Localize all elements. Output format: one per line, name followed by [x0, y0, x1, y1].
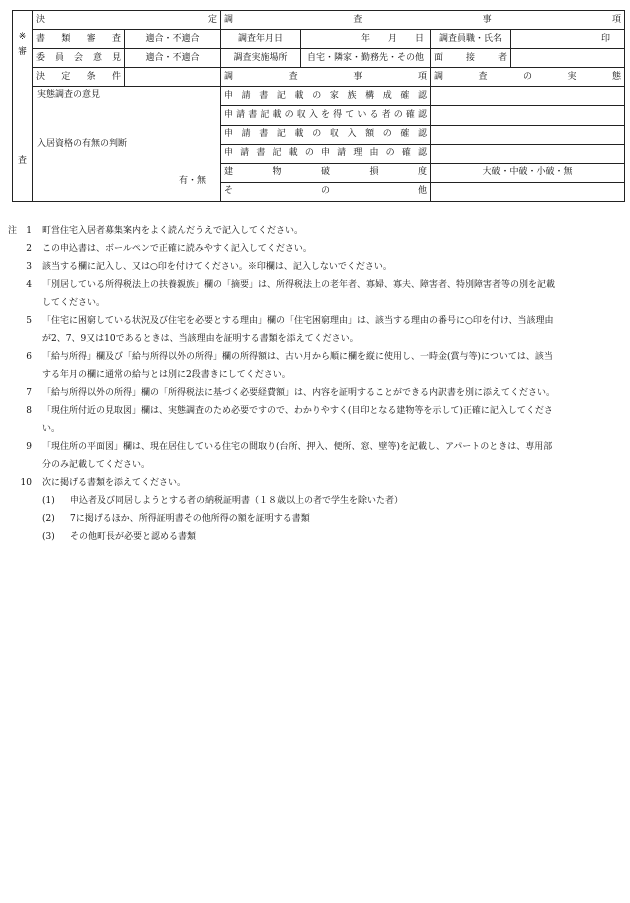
note-number: 1: [26, 226, 32, 236]
attachment-text: 申込者及び同居しようとする者の納税証明書（１８歳以上の者で学生を除いた者）: [70, 496, 404, 506]
note-item: [8, 222, 620, 240]
interviewee-label: 面 接 者: [431, 49, 511, 68]
qualification-yes-no[interactable]: 有・無: [179, 176, 207, 186]
note-line: 町営住宅入居者募集案内をよく読んだうえで記入してください。: [42, 226, 304, 236]
year-label: 年: [360, 33, 370, 44]
seal-label: 印: [601, 33, 611, 44]
actual-status-header: 調 査 の 実 態: [431, 68, 625, 87]
attachment-item: [8, 510, 620, 528]
note-item: [8, 474, 620, 492]
note-item: [8, 384, 620, 402]
attachment-item: [8, 492, 620, 510]
note-number: 3: [26, 262, 32, 272]
office-use-mark: ※: [18, 32, 27, 42]
investigator-label: 調査員職・氏名: [431, 30, 511, 49]
item-income-amount: 申請書記載の収入額の確認: [221, 125, 431, 144]
investigation-date-label: 調査年月日: [221, 30, 301, 49]
note-item: [8, 402, 620, 438]
day-label: 日: [415, 33, 425, 44]
judgement-area[interactable]: [33, 87, 221, 202]
item-family-composition: 申請書記載の家族構成確認: [221, 87, 431, 106]
document-review-label: 書類審査: [33, 30, 125, 49]
note-number: 6: [26, 352, 32, 362]
note-line: 該当する欄に記入し、又は○印を付けてください。※印欄は、記入しないでください。: [42, 262, 392, 272]
committee-opinion-value[interactable]: 適合・不適合: [125, 49, 221, 68]
status-building-damage[interactable]: 大破・中破・小破・無: [431, 163, 625, 182]
note-item: [8, 258, 620, 276]
interviewee-field[interactable]: [511, 49, 625, 68]
notes-prefix: 注: [8, 226, 18, 236]
note-number: 8: [26, 406, 32, 416]
item-other: その他: [221, 182, 431, 201]
note-line: してください。: [42, 298, 106, 308]
status-family-composition[interactable]: [431, 87, 625, 106]
investigator-seal-field[interactable]: [511, 30, 625, 49]
note-number: 9: [26, 442, 32, 452]
attachment-number: (1): [42, 496, 55, 506]
check-items-header: 調 査 事 項: [221, 68, 431, 87]
note-line: 次に掲げる書類を添えてください。: [42, 478, 187, 488]
field-survey-opinion-label: 実態調査の意見: [37, 90, 101, 101]
investigation-place-value[interactable]: 自宅・隣家・勤務先・その他: [301, 49, 431, 68]
note-item: [8, 312, 620, 348]
note-number: 4: [26, 280, 32, 290]
note-item: [8, 276, 620, 312]
investigation-date-field[interactable]: [301, 30, 431, 49]
note-line: する年月の欄に通常の給与とは別に2段書きにしてください。: [42, 370, 291, 380]
note-number: 2: [26, 244, 32, 254]
note-item: [8, 438, 620, 474]
investigation-place-label: 調査実施場所: [221, 49, 301, 68]
decision-conditions-label: 決定条件: [33, 68, 125, 87]
note-line: 分のみ記載してください。: [42, 460, 151, 470]
note-line: 「現住所の平面図」欄は、現在居住している住宅の間取り(台所、押入、便所、窓、壁等)を記載し、アパートのときは、専用部: [42, 442, 553, 452]
qualification-judgement-label: 入居資格の有無の判断: [37, 139, 128, 150]
status-other[interactable]: [431, 182, 625, 201]
note-item: [8, 240, 620, 258]
side-label-shin: 審: [17, 47, 27, 57]
note-line: 「給与所得」欄及び「給与所得以外の所得」欄の所得額は、古い月から順に欄を縦に使用し、一時金(賞与等)については、該当: [42, 352, 553, 362]
item-income-earners: 申請書記載の収入を得ている者の確認: [221, 106, 431, 125]
office-use-side-label: [13, 11, 33, 202]
note-line: 「別居している所得税法上の扶養親族」欄の「摘要」は、所得税法上の老年者、寡婦、寡夫、障害者、特別障害者等の別を記載: [42, 280, 556, 290]
attachment-number: (3): [42, 532, 55, 542]
attachment-text: その他町長が必要と認める書類: [70, 532, 197, 542]
investigation-items-header: 調 査 事 項: [221, 11, 625, 30]
note-item: [8, 348, 620, 384]
attachment-item: [8, 528, 620, 546]
note-line: が2、7、9又は10であるときは、当該理由を証明する書類を添えてください。: [42, 334, 359, 344]
side-label-sa: 査: [17, 156, 27, 166]
decision-header: 決 定: [33, 11, 221, 30]
note-line: 「住宅に困窮している状況及び住宅を必要とする理由」欄の「住宅困窮理由」は、該当する理由の番号に○印を付け、当該理由: [42, 316, 554, 326]
month-label: 月: [387, 33, 397, 44]
notes-section: [8, 222, 620, 546]
note-number: 7: [26, 388, 32, 398]
document-review-value[interactable]: 適合・不適合: [125, 30, 221, 49]
status-income-earners[interactable]: [431, 106, 625, 125]
item-application-reason: 申請書記載の申請理由の確認: [221, 144, 431, 163]
item-building-damage: 建物破損度: [221, 163, 431, 182]
attachment-number: (2): [42, 514, 55, 524]
note-line: この申込書は、ボールペンで正確に読みやすく記入してください。: [42, 244, 312, 254]
committee-opinion-label: 委員会意見: [33, 49, 125, 68]
decision-conditions-field[interactable]: [125, 68, 221, 87]
note-line: い。: [42, 424, 61, 434]
note-line: 「給与所得以外の所得」欄の「所得税法に基づく必要経費額」は、内容を証明することができる内訳書を別に添えてください。: [42, 388, 556, 398]
note-line: 「現住所付近の見取図」欄は、実態調査のため必要ですので、わかりやすく(目印となる建物等を示して)正確に記入してくださ: [42, 406, 553, 416]
attachment-text: 7に掲げるほか、所得証明書その他所得の額を証明する書類: [70, 514, 310, 524]
note-number: 5: [26, 316, 32, 326]
investigation-form-table: [12, 10, 625, 202]
note-number: 10: [20, 478, 32, 488]
status-income-amount[interactable]: [431, 125, 625, 144]
status-application-reason[interactable]: [431, 144, 625, 163]
